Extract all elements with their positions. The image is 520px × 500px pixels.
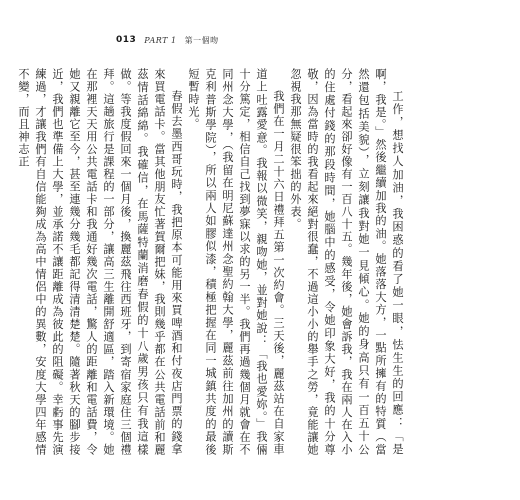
paragraph: 工作，想找人加油，我困惑的看了她一眼，怯生生的回應：「是啊，我是。」然後繼續加我的油。她落落大方，一點所擁有的特質（當然還包括美貌），立刻讓我對她一見傾心。她的身高只有一百五十公分，看起來卻好像有一百八十五。幾年後，她會訴我，我在兩人在入小的住處付錢的那段時間，她腦中的感受，令她印象大好，我的十分尊敬，因為當時的我看起來絕對很蠢，不過這小小的舉手之勞，竟能讓她忽視我那無疑很笨拙的外表。 [289, 68, 404, 456]
part-label: PART 1 [144, 35, 177, 45]
page-number: 013 [116, 35, 137, 45]
paragraph: 春假去墨西哥玩時，我把原本可能用來買啤酒和付夜店門票的錢拿來買電話卡。當其他朋友忙著賀爾把妹，我則幾乎都在公共電話前和麗茲情話綿綿。我確信，在馬薩特蘭消磨春假的十八歲男孩只有我這樣做。等我度假回來一個月後，換麗茲飛往西班牙，到寄宿家庭住三個禮拜。這趟旅行是課程的一部分，讓高三生離開舒適區，踏入新環境。她在那裡天天用公共電話卡和我通好幾次電話，驚人的距離和電話費，令她又親離它至今，甚至連幾分幾毛都記得清清楚楚。隨著秋天的腳步接近，我們也準備上大學，並承諾不讓距離成為彼此的阻礙。幸虧事先演練過，才讓我們有自信能夠成為高中情侶中的異數，安度大學四年感情不變，而且神志正 [17, 68, 183, 456]
vertical-body-text [17, 68, 406, 456]
running-header [116, 31, 219, 49]
paragraph: 我們在一月二十六日禮拜五第一次約會。三天後，麗茲站在自家車道上吐露愛意。我報以微笑，親吻她，並對她說：「我也愛妳。」我倆十分篤定，相信自己找到夢寐以求的另一半。我們再過幾個月就會在不同州念大學，（我留在明尼蘇達州念聖約翰大學，麗茲前往加州的讀斯克利普斯學院），所以兩人如膠似漆，積極把握在同一城鎮共度的最後短暫時光。 [187, 68, 285, 456]
chapter-title: 第一個吻 [184, 35, 219, 45]
